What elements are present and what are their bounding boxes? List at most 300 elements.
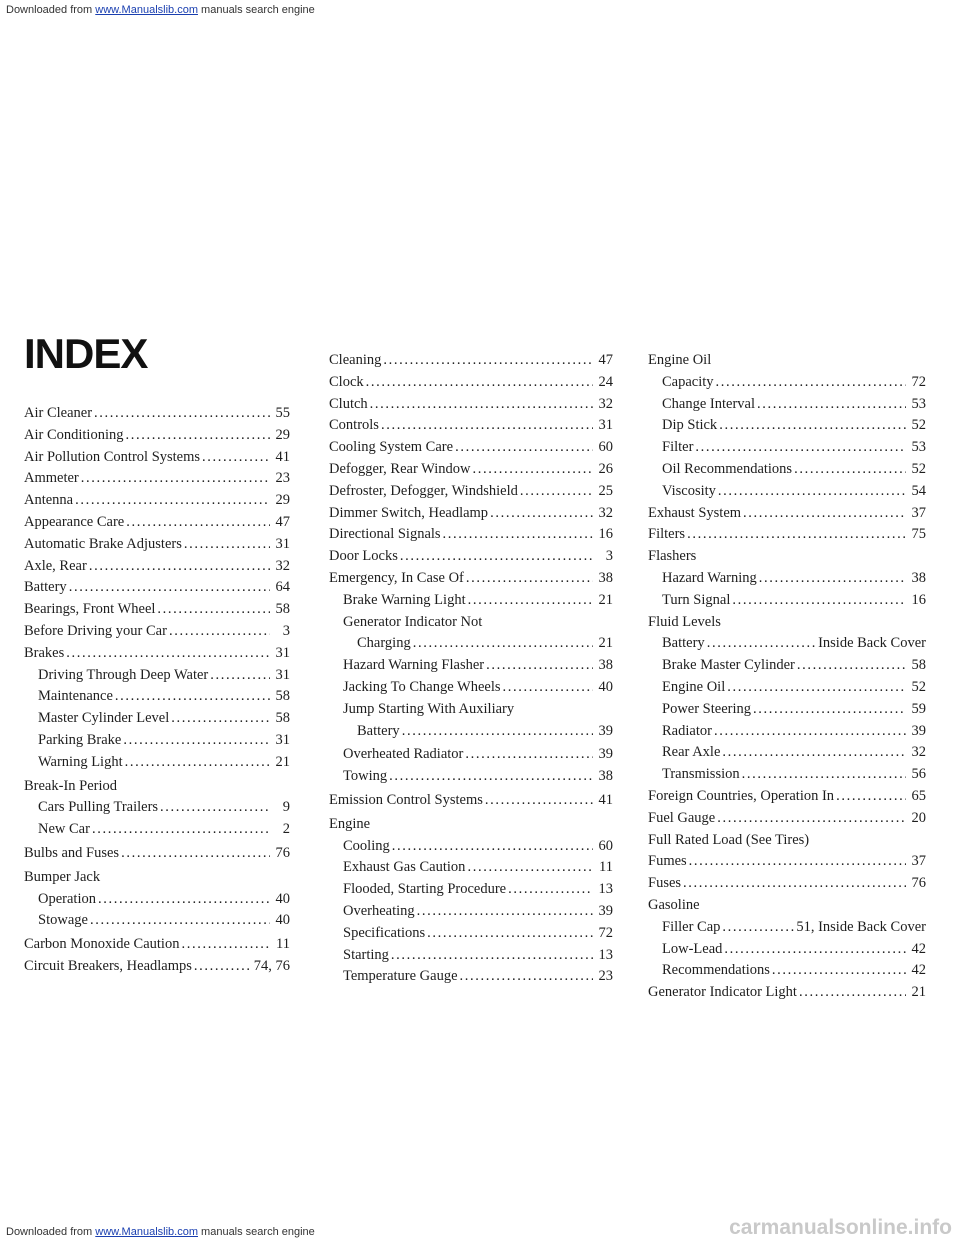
entry-page: 21 bbox=[598, 591, 613, 608]
dot-leader bbox=[160, 797, 270, 819]
entry-label: Rear Axle bbox=[662, 744, 721, 761]
entry-page: 58 bbox=[911, 657, 926, 674]
index-entry bbox=[329, 814, 613, 836]
dot-leader bbox=[171, 708, 270, 730]
index-entry bbox=[648, 612, 926, 634]
banner-prefix: Downloaded from bbox=[6, 4, 93, 16]
index-entry bbox=[24, 686, 290, 708]
dot-leader bbox=[520, 481, 593, 503]
dot-leader bbox=[687, 524, 906, 546]
index-column-1 bbox=[24, 403, 290, 978]
dot-leader bbox=[126, 512, 270, 534]
entry-label: Change Interval bbox=[662, 395, 756, 412]
entry-page: 60 bbox=[598, 439, 613, 456]
entry-page: 51, Inside Back Cover bbox=[796, 918, 926, 935]
entry-label: Hazard Warning bbox=[662, 569, 757, 586]
index-entry bbox=[329, 415, 613, 437]
entry-label: Transmission bbox=[662, 766, 740, 783]
index-entry bbox=[329, 633, 613, 655]
dot-leader bbox=[695, 437, 906, 459]
entry-label: Filter bbox=[662, 439, 694, 456]
entry-page: 23 bbox=[598, 968, 613, 985]
entry-label: Flooded, Starting Procedure bbox=[343, 881, 507, 898]
entry-label: Clock bbox=[329, 373, 364, 390]
index-entry bbox=[648, 415, 926, 437]
dot-leader bbox=[94, 403, 270, 425]
dot-leader bbox=[98, 889, 270, 911]
dot-leader bbox=[743, 503, 906, 525]
index-entry bbox=[329, 350, 613, 372]
index-entry bbox=[24, 889, 290, 911]
entry-page: 54 bbox=[911, 482, 926, 499]
entry-page: 64 bbox=[275, 579, 290, 596]
entry-label: Capacity bbox=[662, 373, 714, 390]
index-entry bbox=[648, 873, 926, 895]
entry-label: Before Driving your Car bbox=[24, 622, 167, 639]
dot-leader bbox=[389, 766, 593, 788]
entry-page: 21 bbox=[275, 753, 290, 770]
index-entry bbox=[329, 901, 613, 923]
entry-page: 29 bbox=[275, 492, 290, 509]
dot-leader bbox=[121, 843, 270, 865]
entry-page: 3 bbox=[282, 622, 290, 639]
index-entry bbox=[24, 730, 290, 752]
dot-leader bbox=[718, 481, 906, 503]
entry-page: 37 bbox=[911, 504, 926, 521]
index-entry bbox=[648, 394, 926, 416]
entry-label: Door Locks bbox=[329, 548, 398, 565]
entry-page: 72 bbox=[598, 924, 613, 941]
index-entry bbox=[24, 512, 290, 534]
entry-label: Filler Cap bbox=[662, 918, 721, 935]
entry-page: 25 bbox=[598, 482, 613, 499]
index-entry bbox=[648, 590, 926, 612]
download-banner bbox=[0, 0, 960, 20]
dot-leader bbox=[719, 415, 906, 437]
index-entry bbox=[24, 867, 290, 889]
footer-link[interactable]: www.Manualslib.com bbox=[95, 1226, 198, 1238]
entry-page: 24 bbox=[598, 373, 613, 390]
index-entry bbox=[24, 621, 290, 643]
index-entry bbox=[24, 819, 290, 841]
entry-label: Dimmer Switch, Headlamp bbox=[329, 504, 489, 521]
entry-label: Low-Lead bbox=[662, 940, 723, 957]
entry-page: 11 bbox=[599, 859, 613, 876]
entry-label: Air Pollution Control Systems bbox=[24, 448, 201, 465]
entry-label: Cooling bbox=[343, 837, 390, 854]
index-entry bbox=[329, 655, 613, 677]
entry-page: 53 bbox=[911, 439, 926, 456]
dot-leader bbox=[402, 721, 593, 743]
entry-label: Exhaust Gas Caution bbox=[343, 859, 466, 876]
entry-label: Directional Signals bbox=[329, 526, 441, 543]
dot-leader bbox=[490, 503, 593, 525]
dot-leader bbox=[732, 590, 906, 612]
entry-label: Brake Warning Light bbox=[343, 591, 466, 608]
entry-label: Controls bbox=[329, 417, 379, 434]
watermark: carmanualsonline.info bbox=[729, 1216, 952, 1239]
index-entry bbox=[24, 490, 290, 512]
entry-page: 38 bbox=[911, 569, 926, 586]
entry-page: 42 bbox=[911, 962, 926, 979]
entry-page: 38 bbox=[598, 768, 613, 785]
index-entry bbox=[24, 708, 290, 730]
entry-label: Bearings, Front Wheel bbox=[24, 601, 156, 618]
entry-label: Parking Brake bbox=[38, 731, 122, 748]
dot-leader bbox=[455, 437, 593, 459]
entry-page: 32 bbox=[275, 557, 290, 574]
dot-leader bbox=[427, 923, 593, 945]
entry-label: Overheating bbox=[343, 902, 415, 919]
dot-leader bbox=[508, 879, 593, 901]
entry-page: 38 bbox=[598, 569, 613, 586]
dot-leader bbox=[503, 677, 593, 699]
index-entry bbox=[24, 752, 290, 774]
entry-label: Carbon Monoxide Caution bbox=[24, 936, 180, 953]
entry-page: 32 bbox=[598, 395, 613, 412]
entry-label: Fumes bbox=[648, 853, 687, 870]
entry-page: 53 bbox=[911, 395, 926, 412]
index-entry bbox=[24, 843, 290, 865]
entry-label: Battery bbox=[662, 635, 705, 652]
dot-leader bbox=[486, 655, 593, 677]
index-entry bbox=[329, 481, 613, 503]
dot-leader bbox=[742, 764, 906, 786]
dot-leader bbox=[89, 556, 270, 578]
index-entry bbox=[329, 790, 613, 812]
entry-label: Starting bbox=[343, 946, 389, 963]
index-entry bbox=[24, 403, 290, 425]
entry-label: Power Steering bbox=[662, 700, 751, 717]
index-entry bbox=[648, 830, 926, 852]
dot-leader bbox=[707, 633, 816, 655]
dot-leader bbox=[126, 425, 271, 447]
entry-label: Engine Oil bbox=[662, 678, 726, 695]
entry-label: Emission Control Systems bbox=[329, 791, 483, 808]
entry-page: 39 bbox=[598, 902, 613, 919]
index-entry bbox=[329, 721, 613, 743]
dot-leader bbox=[417, 901, 593, 923]
dot-leader bbox=[184, 534, 270, 556]
index-entry bbox=[329, 879, 613, 901]
entry-page: 47 bbox=[275, 513, 290, 530]
entry-page: 16 bbox=[598, 526, 613, 543]
entry-label: Jump Starting With Auxiliary bbox=[343, 700, 515, 717]
entry-page: 58 bbox=[275, 601, 290, 618]
entry-page: 72 bbox=[911, 373, 926, 390]
index-entry bbox=[24, 577, 290, 599]
index-entry bbox=[648, 851, 926, 873]
index-entry bbox=[329, 437, 613, 459]
entry-page: 29 bbox=[275, 426, 290, 443]
entry-page: 26 bbox=[598, 460, 613, 477]
dot-leader bbox=[115, 686, 270, 708]
dot-leader bbox=[169, 621, 270, 643]
dot-leader bbox=[797, 655, 906, 677]
index-entry bbox=[648, 481, 926, 503]
index-entry bbox=[648, 459, 926, 481]
entry-label: Operation bbox=[38, 890, 96, 907]
index-entry bbox=[648, 808, 926, 830]
index-entry bbox=[24, 934, 290, 956]
index-entry bbox=[329, 372, 613, 394]
entry-label: Generator Indicator Light bbox=[648, 984, 797, 1001]
entry-label: Driving Through Deep Water bbox=[38, 666, 209, 683]
entry-label: Exhaust System bbox=[648, 504, 742, 521]
index-entry bbox=[329, 612, 613, 634]
entry-page: 20 bbox=[911, 809, 926, 826]
entry-page: 40 bbox=[275, 890, 290, 907]
index-entry bbox=[329, 923, 613, 945]
entry-page: 23 bbox=[275, 470, 290, 487]
entry-label: Hazard Warning Flasher bbox=[343, 657, 485, 674]
entry-page: 31 bbox=[275, 666, 290, 683]
entry-label: Air Conditioning bbox=[24, 426, 124, 443]
index-entry bbox=[648, 503, 926, 525]
index-entry bbox=[24, 468, 290, 490]
entry-label: Ammeter bbox=[24, 470, 79, 487]
entry-page: 11 bbox=[276, 936, 290, 953]
entry-label: Towing bbox=[343, 768, 388, 785]
dot-leader bbox=[759, 568, 906, 590]
dot-leader bbox=[157, 599, 270, 621]
entry-page: 60 bbox=[598, 837, 613, 854]
dot-leader bbox=[75, 490, 270, 512]
entry-label: Full Rated Load (See Tires) bbox=[648, 831, 810, 848]
dot-leader bbox=[81, 468, 270, 490]
entry-page: 56 bbox=[911, 766, 926, 783]
index-entry bbox=[648, 372, 926, 394]
entry-page: 52 bbox=[911, 678, 926, 695]
dot-leader bbox=[381, 415, 593, 437]
entry-label: Engine bbox=[329, 815, 371, 832]
dot-leader bbox=[443, 524, 593, 546]
dot-leader bbox=[689, 851, 906, 873]
entry-page: 76 bbox=[911, 875, 926, 892]
entry-label: Cooling System Care bbox=[329, 439, 454, 456]
entry-page: 32 bbox=[598, 504, 613, 521]
entry-label: Automatic Brake Adjusters bbox=[24, 535, 182, 552]
entry-label: Recommendations bbox=[662, 962, 770, 979]
entry-page: 40 bbox=[598, 678, 613, 695]
dot-leader bbox=[202, 447, 270, 469]
index-entry bbox=[648, 917, 926, 939]
entry-label: Jacking To Change Wheels bbox=[343, 678, 501, 695]
dot-leader bbox=[194, 956, 252, 978]
dot-leader bbox=[772, 960, 906, 982]
page-title: INDEX bbox=[24, 330, 148, 377]
entry-label: Turn Signal bbox=[662, 591, 731, 608]
entry-label: Bumper Jack bbox=[24, 868, 101, 885]
dot-leader bbox=[722, 917, 794, 939]
index-entry bbox=[24, 556, 290, 578]
entry-label: Air Cleaner bbox=[24, 405, 93, 421]
entry-label: Oil Recommendations bbox=[662, 460, 793, 477]
index-entry bbox=[329, 394, 613, 416]
index-entry bbox=[329, 699, 613, 721]
index-entry bbox=[648, 786, 926, 808]
entry-label: Break-In Period bbox=[24, 777, 118, 794]
entry-label: Master Cylinder Level bbox=[38, 710, 170, 727]
index-entry bbox=[24, 776, 290, 798]
entry-label: Dip Stick bbox=[662, 417, 718, 434]
entry-label: Generator Indicator Not bbox=[343, 613, 483, 630]
dot-leader bbox=[69, 577, 270, 599]
index-entry bbox=[648, 699, 926, 721]
entry-page: 58 bbox=[275, 710, 290, 727]
dot-leader bbox=[392, 836, 593, 858]
entry-label: Fluid Levels bbox=[648, 613, 721, 630]
entry-page: 59 bbox=[911, 700, 926, 717]
entry-page: 40 bbox=[275, 912, 290, 929]
entry-page: 75 bbox=[911, 526, 926, 543]
entry-page: 52 bbox=[911, 460, 926, 477]
entry-page: 9 bbox=[282, 799, 290, 816]
index-entry bbox=[329, 857, 613, 879]
dot-leader bbox=[465, 744, 593, 766]
entry-label: Stowage bbox=[38, 912, 88, 929]
index-entry bbox=[24, 599, 290, 621]
index-entry bbox=[24, 447, 290, 469]
dot-leader bbox=[466, 568, 593, 590]
dot-leader bbox=[716, 372, 906, 394]
index-entry bbox=[24, 425, 290, 447]
entry-label: New Car bbox=[38, 821, 90, 838]
dot-leader bbox=[799, 982, 906, 1004]
entry-label: Circuit Breakers, Headlamps bbox=[24, 957, 192, 974]
index-entry bbox=[329, 524, 613, 546]
entry-label: Clutch bbox=[329, 395, 368, 412]
entry-label: Brake Master Cylinder bbox=[662, 657, 795, 674]
entry-label: Engine Oil bbox=[648, 352, 712, 368]
dot-leader bbox=[467, 857, 593, 879]
banner-link[interactable]: www.Manualslib.com bbox=[95, 4, 198, 16]
entry-page: 76 bbox=[275, 844, 290, 861]
entry-page: 47 bbox=[598, 352, 613, 368]
index-entry bbox=[648, 677, 926, 699]
entry-page: 31 bbox=[275, 535, 290, 552]
entry-page: 55 bbox=[275, 405, 290, 421]
entry-page: 2 bbox=[282, 821, 290, 838]
dot-leader bbox=[468, 590, 593, 612]
dot-leader bbox=[717, 808, 906, 830]
entry-page: 31 bbox=[275, 731, 290, 748]
index-entry bbox=[329, 568, 613, 590]
index-column-3 bbox=[648, 350, 926, 1004]
entry-page: 65 bbox=[911, 787, 926, 804]
entry-label: Warning Light bbox=[38, 753, 123, 770]
entry-page: 31 bbox=[275, 644, 290, 661]
dot-leader bbox=[727, 677, 906, 699]
dot-leader bbox=[400, 546, 593, 568]
index-entry bbox=[648, 960, 926, 982]
index-entry bbox=[329, 966, 613, 988]
entry-page: 16 bbox=[911, 591, 926, 608]
dot-leader bbox=[460, 966, 593, 988]
index-entry bbox=[648, 546, 926, 568]
footer-suffix: manuals search engine bbox=[201, 1226, 315, 1238]
index-entry bbox=[329, 677, 613, 699]
entry-label: Bulbs and Fuses bbox=[24, 844, 120, 861]
dot-leader bbox=[92, 819, 270, 841]
entry-label: Foreign Countries, Operation In bbox=[648, 787, 835, 804]
index-entry bbox=[329, 766, 613, 788]
index-entry bbox=[24, 665, 290, 687]
entry-page: 58 bbox=[275, 688, 290, 705]
dot-leader bbox=[90, 910, 270, 932]
entry-page: 38 bbox=[598, 657, 613, 674]
index-entry bbox=[648, 655, 926, 677]
dot-leader bbox=[683, 873, 906, 895]
entry-page: Inside Back Cover bbox=[818, 635, 926, 652]
entry-label: Cars Pulling Trailers bbox=[38, 799, 159, 816]
entry-label: Battery bbox=[357, 722, 400, 739]
index-entry bbox=[648, 982, 926, 1004]
dot-leader bbox=[485, 790, 593, 812]
dot-leader bbox=[836, 786, 906, 808]
index-entry bbox=[329, 836, 613, 858]
dot-leader bbox=[413, 633, 593, 655]
entry-label: Fuel Gauge bbox=[648, 809, 716, 826]
entry-label: Emergency, In Case Of bbox=[329, 569, 464, 586]
index-column-2 bbox=[329, 350, 613, 988]
entry-page: 52 bbox=[911, 417, 926, 434]
entry-page: 21 bbox=[911, 984, 926, 1001]
index-entry bbox=[648, 895, 926, 917]
index-entry bbox=[648, 939, 926, 961]
index-entry bbox=[24, 534, 290, 556]
index-entry bbox=[24, 910, 290, 932]
entry-label: Fuses bbox=[648, 875, 682, 892]
dot-leader bbox=[181, 934, 270, 956]
index-entry bbox=[329, 503, 613, 525]
dot-leader bbox=[125, 752, 270, 774]
dot-leader bbox=[366, 372, 593, 394]
dot-leader bbox=[757, 394, 906, 416]
dot-leader bbox=[753, 699, 906, 721]
index-entry bbox=[24, 797, 290, 819]
entry-page: 39 bbox=[598, 746, 613, 763]
entry-page: 21 bbox=[598, 635, 613, 652]
entry-page: 13 bbox=[598, 881, 613, 898]
entry-page: 39 bbox=[911, 722, 926, 739]
entry-label: Brakes bbox=[24, 644, 65, 661]
entry-label: Maintenance bbox=[38, 688, 113, 705]
footer-prefix: Downloaded from bbox=[6, 1226, 93, 1238]
dot-leader bbox=[714, 721, 906, 743]
index-entry bbox=[648, 764, 926, 786]
index-entry bbox=[329, 459, 613, 481]
index-entry bbox=[648, 524, 926, 546]
entry-label: Defogger, Rear Window bbox=[329, 460, 471, 477]
entry-label: Viscosity bbox=[662, 482, 716, 499]
index-entry bbox=[24, 643, 290, 665]
entry-label: Cleaning bbox=[329, 352, 382, 368]
dot-leader bbox=[210, 665, 270, 687]
banner-suffix: manuals search engine bbox=[201, 4, 315, 16]
dot-leader bbox=[473, 459, 593, 481]
entry-label: Specifications bbox=[343, 924, 426, 941]
index-entry bbox=[329, 945, 613, 967]
index-entry bbox=[648, 721, 926, 743]
dot-leader bbox=[66, 643, 270, 665]
entry-label: Charging bbox=[357, 635, 411, 652]
index-entry bbox=[329, 744, 613, 766]
index-entry bbox=[648, 568, 926, 590]
entry-page: 31 bbox=[598, 417, 613, 434]
index-entry bbox=[648, 742, 926, 764]
entry-label: Filters bbox=[648, 526, 686, 543]
